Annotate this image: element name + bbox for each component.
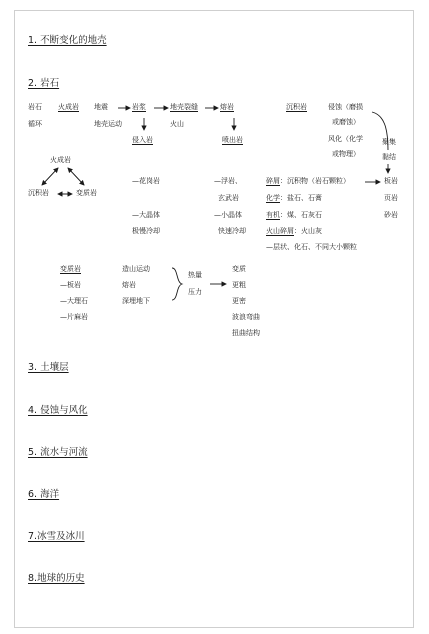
cycle-label-1: 岩石 [28, 103, 42, 111]
magma-source-label: 熔岩 [122, 281, 136, 289]
lava-label: 熔岩 [220, 103, 234, 111]
erosion-label-2: 或磨蚀） [332, 118, 360, 126]
marble-label: —大理石 [60, 297, 88, 305]
magma-label: 岩浆 [132, 103, 146, 111]
extrusive-rock-label: 喷出岩 [222, 136, 243, 144]
section-heading-8: 8.地球的历史 [28, 573, 85, 584]
chemical-text: ：盐石、石膏 [280, 194, 322, 202]
clastic-text: ：沉积物（岩石颗粒） [280, 177, 350, 185]
crust-crack-label: 地壳裂缝 [170, 103, 198, 111]
small-crystal-label: —小晶体 [214, 211, 242, 219]
volcano-label: 火山 [170, 120, 184, 128]
basalt-label: 玄武岩 [218, 194, 239, 202]
deep-burial-label: 深埋地下 [122, 297, 150, 305]
fast-cool-label: 快速冷却 [218, 227, 246, 235]
result-4: 波浪弯曲 [232, 313, 260, 321]
result-5: 扭曲结构 [232, 329, 260, 337]
section-heading-5: 5. 流水与河流 [28, 447, 88, 458]
compaction-label: 聚集 [382, 138, 396, 146]
section-heading-2: 2. 岩石 [28, 78, 60, 89]
weathering-label-2: 或物理） [332, 150, 360, 158]
organic-text: ：煤、石灰石 [280, 211, 322, 219]
slate-label: —板岩 [60, 281, 81, 289]
section-heading-6: 6. 海洋 [28, 489, 60, 500]
limestone-label: 页岩 [384, 194, 398, 202]
pumice-label: —浮岩、 [214, 177, 242, 185]
pressure-label: 压力 [188, 288, 202, 296]
metamorphic-heading: 变质岩 [60, 265, 81, 273]
erosion-label: 侵蚀（磨损 [328, 103, 363, 111]
orogeny-label: 造山运动 [122, 265, 150, 273]
sedimentary-heading: 沉积岩 [286, 103, 307, 111]
layers-label: —层状、化石、不同大小颗粒 [266, 243, 357, 251]
volcanic-row [266, 228, 322, 235]
big-crystal-label: —大晶体 [132, 211, 160, 219]
section-heading-1: 1. 不断变化的地壳 [28, 35, 107, 46]
section-heading-4: 4. 侵蚀与风化 [28, 405, 88, 416]
weathering-label: 风化（化学 [328, 135, 363, 143]
clastic-row [266, 178, 350, 185]
shale-label: 板岩 [384, 177, 398, 185]
cementation-label: 黏结 [382, 153, 396, 161]
slow-cool-label: 极慢冷却 [132, 227, 160, 235]
organic-heading: 有机 [266, 211, 280, 219]
chemical-row [266, 195, 322, 202]
result-1: 变质 [232, 265, 246, 273]
igneous-heading: 火成岩 [58, 103, 79, 111]
granite-label: —花岗岩 [132, 177, 160, 185]
result-2: 更粗 [232, 281, 246, 289]
heat-label: 热量 [188, 271, 202, 279]
chemical-heading: 化学 [266, 194, 280, 202]
earthquake-label: 地震 [94, 103, 108, 111]
intrusive-rock-label: 侵入岩 [132, 136, 153, 144]
triangle-sedimentary: 沉积岩 [28, 189, 49, 197]
triangle-igneous: 火成岩 [50, 156, 71, 164]
section-heading-3: 3. 土壤层 [28, 362, 69, 373]
triangle-metamorphic: 变质岩 [76, 189, 97, 197]
sandstone-label: 砂岩 [384, 211, 398, 219]
volcanic-text: ：火山灰 [294, 227, 322, 235]
result-3: 更密 [232, 297, 246, 305]
clastic-heading: 碎屑 [266, 177, 280, 185]
volcanic-heading: 火山碎屑 [266, 227, 294, 235]
gneiss-label: —片麻岩 [60, 313, 88, 321]
crust-movement-label: 地壳运动 [94, 120, 122, 128]
section-heading-7: 7.冰雪及冰川 [28, 531, 85, 542]
organic-row [266, 212, 322, 219]
cycle-label-2: 循环 [28, 120, 42, 128]
